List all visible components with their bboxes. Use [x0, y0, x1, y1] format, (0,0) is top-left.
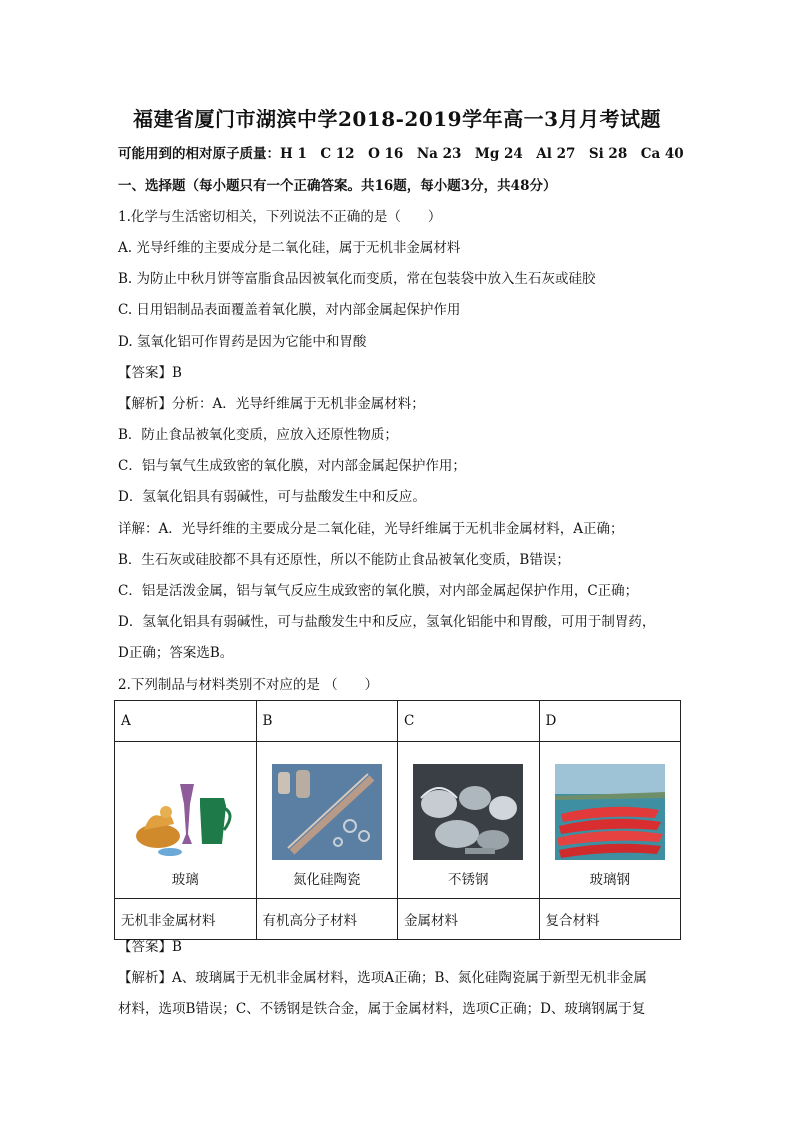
- fiberglass-kayak-image: [555, 764, 665, 860]
- table-cell-header: A: [115, 701, 257, 742]
- q1-analysis-line: B．防止食品被氧化变质，应放入还原性物质；: [118, 427, 398, 443]
- table-cell-product: [539, 742, 681, 899]
- q1-analysis-line: D正确；答案选B。: [118, 645, 234, 661]
- q1-option-d: D. 氢氧化铝可作胃药是因为它能中和胃酸: [118, 334, 367, 350]
- glassware-image: [130, 764, 240, 860]
- q1-analysis-line: D．氢氧化铝具有弱碱性，可与盐酸发生中和反应，氢氧化铝能中和胃酸，可用于制胃药，: [118, 614, 656, 630]
- silicon-nitride-ceramic-image: [272, 764, 382, 860]
- table-cell-product: [115, 742, 257, 899]
- atomic-mass-line: 可能用到的相对原子质量：H 1 C 12 O 16 Na 23 Mg 24 Al 27 Si 28 Ca 40: [118, 146, 684, 162]
- table-cell-category: 无机非金属材料: [115, 899, 257, 940]
- q1-option-c: C. 日用铝制品表面覆盖着氧化膜，对内部金属起保护作用: [118, 302, 461, 318]
- q2-analysis-line: 【解析】A、玻璃属于无机非金属材料，选项A正确；B、氮化硅陶瓷属于新型无机非金属: [118, 970, 647, 986]
- materials-table: [114, 700, 681, 940]
- table-row: [115, 701, 681, 742]
- q2-analysis-line: 材料，选项B错误；C、不锈钢是铁合金，属于金属材料，选项C正确；D、玻璃钢属于复: [118, 1001, 646, 1017]
- table-cell-category: 金属材料: [398, 899, 540, 940]
- table-cell-product: [398, 742, 540, 899]
- table-row: [115, 742, 681, 899]
- product-label: 不锈钢: [448, 872, 489, 888]
- q1-analysis-line: C．铝是活泼金属，铝与氧气反应生成致密的氧化膜，对内部金属起保护作用，C正确；: [118, 583, 639, 599]
- table-cell-header: C: [398, 701, 540, 742]
- product-label: 玻璃钢: [589, 872, 630, 888]
- page-title: 福建省厦门市湖滨中学2018-2019学年高一3月月考试题: [132, 107, 662, 131]
- product-label: 氮化硅陶瓷: [293, 872, 361, 888]
- product-label: 玻璃: [171, 872, 199, 888]
- table-cell-product: [256, 742, 398, 899]
- section-heading: 一、选择题（每小题只有一个正确答案。共16题，每小题3分，共48分）: [118, 178, 557, 194]
- q1-analysis-line: 【解析】分析：A．光导纤维属于无机非金属材料；: [118, 396, 425, 412]
- table-cell-category: 复合材料: [539, 899, 681, 940]
- table-cell-category: 有机高分子材料: [256, 899, 398, 940]
- q1-stem: 1.化学与生活密切相关，下列说法不正确的是（ ）: [118, 209, 442, 225]
- q1-analysis-line: 详解：A．光导纤维的主要成分是二氧化硅，光导纤维属于无机非金属材料，A正确；: [118, 521, 624, 537]
- q1-analysis-line: B．生石灰或硅胶都不具有还原性，所以不能防止食品被氧化变质，B错误；: [118, 552, 570, 568]
- q2-answer: 【答案】B: [118, 939, 182, 955]
- q1-option-a: A. 光导纤维的主要成分是二氧化硅，属于无机非金属材料: [118, 240, 461, 256]
- q1-analysis-line: C．铝与氧气生成致密的氧化膜，对内部金属起保护作用；: [118, 458, 466, 474]
- table-cell-header: B: [256, 701, 398, 742]
- table-row: [115, 899, 681, 940]
- stainless-steel-image: [413, 764, 523, 860]
- q1-analysis-line: D．氢氧化铝具有弱碱性，可与盐酸发生中和反应。: [118, 489, 426, 505]
- q2-stem: 2.下列制品与材料类别不对应的是 （ ）: [118, 677, 379, 693]
- q1-answer: 【答案】B: [118, 365, 182, 381]
- table-cell-header: D: [539, 701, 681, 742]
- q1-option-b: B. 为防止中秋月饼等富脂食品因被氧化而变质，常在包装袋中放入生石灰或硅胶: [118, 271, 596, 287]
